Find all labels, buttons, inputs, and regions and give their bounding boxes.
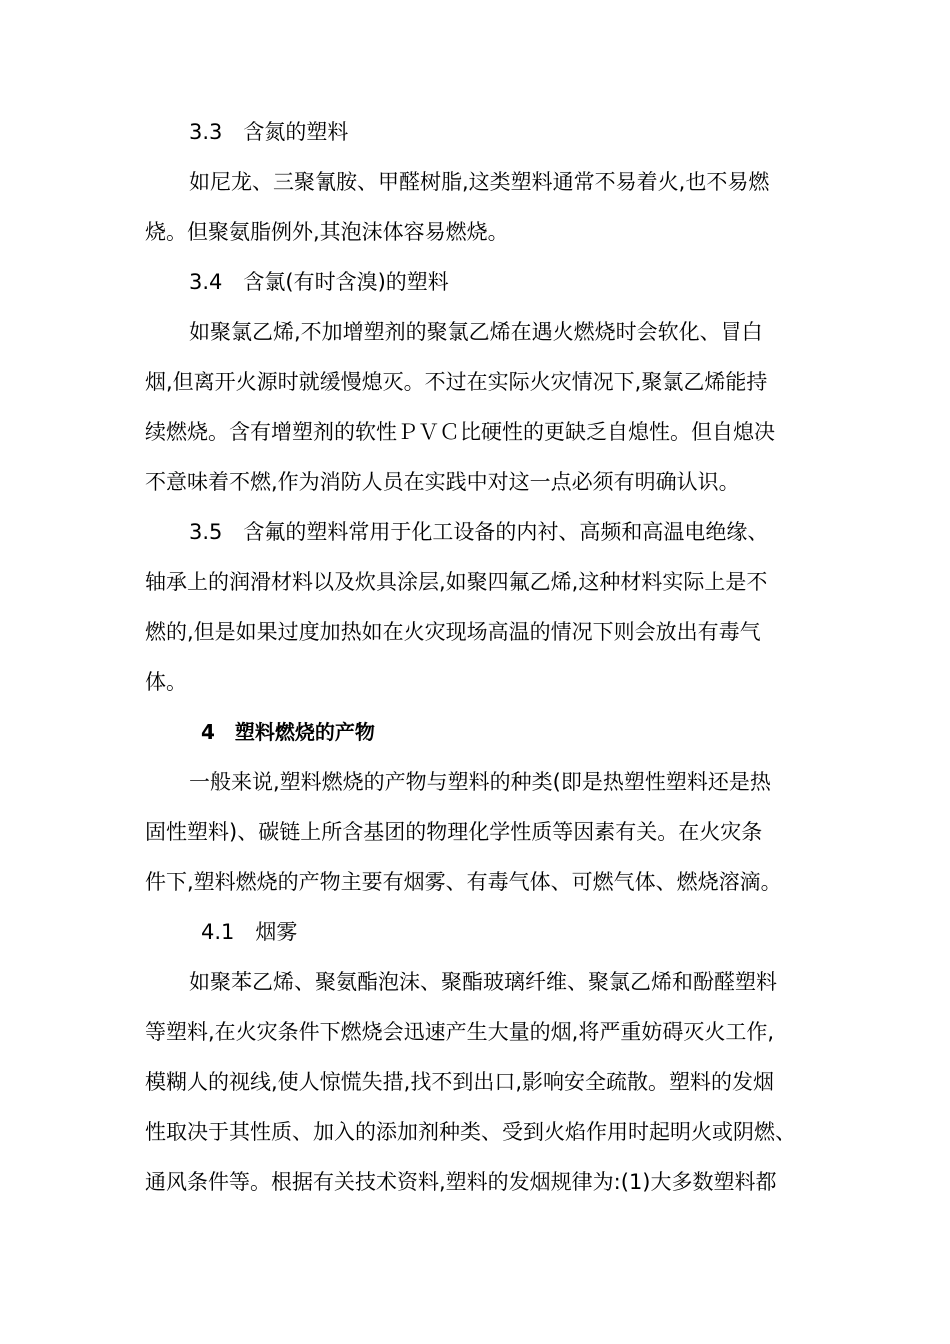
paragraph-line: 体。: [145, 670, 187, 694]
paragraph-line: 一般来说,塑料燃烧的产物与塑料的种类(即是热塑性塑料还是热: [189, 770, 771, 794]
paragraph-line: 固性塑料)、碳链上所含基团的物理化学性质等因素有关。在火灾条: [145, 820, 763, 844]
section-heading-4: 4 塑料燃烧的产物: [201, 720, 375, 744]
paragraph-line: 烧。但聚氨脂例外,其泡沫体容易燃烧。: [145, 220, 509, 244]
paragraph-line: 轴承上的润滑材料以及炊具涂层,如聚四氟乙烯,这种材料实际上是不: [145, 570, 768, 594]
paragraph-line: 性取决于其性质、加入的添加剂种类、受到火焰作用时起明火或阴燃、: [145, 1120, 796, 1144]
heading-3-3: 3.3 含氮的塑料: [189, 120, 349, 144]
paragraph-line: 烟,但离开火源时就缓慢熄灭。不过在实际火灾情况下,聚氯乙烯能持: [145, 370, 768, 394]
paragraph-line: 通风条件等。根据有关技术资料,塑料的发烟规律为:(1)大多数塑料都: [145, 1170, 777, 1194]
paragraph-line: 如尼龙、三聚氰胺、甲醛树脂,这类塑料通常不易着火,也不易燃: [189, 170, 770, 194]
heading-4-1: 4.1 烟雾: [201, 920, 298, 944]
heading-3-4: 3.4 含氯(有时含溴)的塑料: [189, 270, 449, 294]
paragraph-line: 续燃烧。含有增塑剂的软性ＰＶＣ比硬性的更缺乏自熄性。但自熄决: [145, 420, 775, 444]
paragraph-line: 如聚苯乙烯、聚氨酯泡沫、聚酯玻璃纤维、聚氯乙烯和酚醛塑料: [189, 970, 777, 994]
paragraph-line: 模糊人的视线,使人惊慌失措,找不到出口,影响安全疏散。塑料的发烟: [145, 1070, 775, 1094]
paragraph-line: 如聚氯乙烯,不加增塑剂的聚氯乙烯在遇火燃烧时会软化、冒白: [189, 320, 763, 344]
paragraph-line: 件下,塑料燃烧的产物主要有烟雾、有毒气体、可燃气体、燃烧溶滴。: [145, 870, 782, 894]
paragraph-line: 不意味着不燃,作为消防人员在实践中对这一点必须有明确认识。: [145, 470, 740, 494]
heading-3-5: 3.5 含氟的塑料常用于化工设备的内衬、高频和高温电绝缘、: [189, 520, 769, 544]
paragraph-line: 燃的,但是如果过度加热如在火灾现场高温的情况下则会放出有毒气: [145, 620, 761, 644]
paragraph-line: 等塑料,在火灾条件下燃烧会迅速产生大量的烟,将严重妨碍灭火工作,: [145, 1020, 775, 1044]
